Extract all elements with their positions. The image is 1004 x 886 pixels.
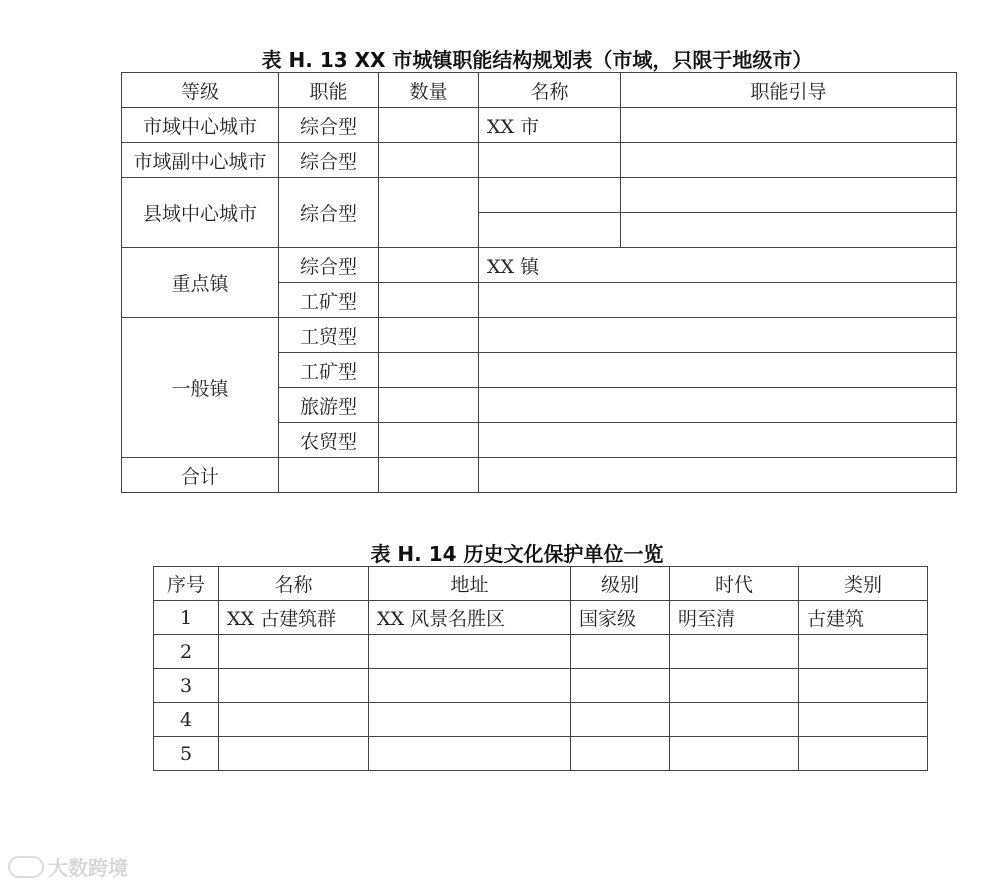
count-cell xyxy=(379,353,479,388)
category-cell: 古建筑 xyxy=(799,601,928,635)
function-cell: 综合型 xyxy=(279,178,379,248)
name-cell: XX 镇 xyxy=(479,248,957,283)
table-row xyxy=(122,458,957,493)
header-cell: 职能引导 xyxy=(621,73,957,108)
header-cell: 时代 xyxy=(670,567,799,601)
category-cell xyxy=(799,635,928,669)
name-cell xyxy=(479,423,957,458)
name-cell xyxy=(479,353,957,388)
header-cell: 名称 xyxy=(479,73,621,108)
count-cell xyxy=(379,143,479,178)
level-cell: 市域副中心城市 xyxy=(122,143,279,178)
table-row xyxy=(154,669,928,703)
count-cell xyxy=(379,108,479,143)
count-cell xyxy=(379,248,479,283)
row-number: 1 xyxy=(154,601,219,635)
row-number: 3 xyxy=(154,669,219,703)
name-cell xyxy=(479,213,621,248)
level-cell: 重点镇 xyxy=(122,248,279,318)
name-cell xyxy=(479,458,957,493)
name-cell: XX 古建筑群 xyxy=(219,601,369,635)
guidance-cell xyxy=(621,178,957,213)
function-cell: 旅游型 xyxy=(279,388,379,423)
address-cell xyxy=(369,737,571,771)
count-cell xyxy=(379,458,479,493)
level-cell: 县域中心城市 xyxy=(122,178,279,248)
name-cell xyxy=(479,178,621,213)
name-cell xyxy=(219,737,369,771)
name-cell xyxy=(219,669,369,703)
function-cell: 综合型 xyxy=(279,248,379,283)
header-cell: 数量 xyxy=(379,73,479,108)
header-cell: 类别 xyxy=(799,567,928,601)
category-cell xyxy=(799,703,928,737)
header-cell: 地址 xyxy=(369,567,571,601)
header-cell: 职能 xyxy=(279,73,379,108)
function-cell: 工矿型 xyxy=(279,283,379,318)
level-cell xyxy=(571,669,670,703)
guidance-cell xyxy=(621,213,957,248)
level-cell: 国家级 xyxy=(571,601,670,635)
guidance-cell xyxy=(621,108,957,143)
address-cell xyxy=(369,635,571,669)
level-cell xyxy=(571,703,670,737)
function-cell xyxy=(279,458,379,493)
function-cell: 工贸型 xyxy=(279,318,379,353)
address-cell xyxy=(369,669,571,703)
header-cell: 序号 xyxy=(154,567,219,601)
level-cell xyxy=(571,737,670,771)
level-cell xyxy=(571,635,670,669)
function-cell: 综合型 xyxy=(279,143,379,178)
watermark-text: 大数跨境 xyxy=(48,856,128,880)
header-cell: 名称 xyxy=(219,567,369,601)
table-row xyxy=(122,318,957,353)
name-cell xyxy=(479,318,957,353)
table-header-row xyxy=(154,567,928,601)
function-cell: 农贸型 xyxy=(279,423,379,458)
name-cell xyxy=(479,283,957,318)
count-cell xyxy=(379,423,479,458)
count-cell xyxy=(379,283,479,318)
guidance-cell xyxy=(621,143,957,178)
watermark xyxy=(8,852,128,881)
table2-title: 表 H. 14 历史文化保护单位一览 xyxy=(370,542,664,566)
cloud-logo-icon xyxy=(8,856,44,878)
table-row xyxy=(154,601,928,635)
level-cell: 市域中心城市 xyxy=(122,108,279,143)
category-cell xyxy=(799,737,928,771)
table1-title: 表 H. 13 XX 市城镇职能结构规划表（市域，只限于地级市） xyxy=(261,48,813,72)
count-cell xyxy=(379,318,479,353)
era-cell xyxy=(670,737,799,771)
table-row xyxy=(154,635,928,669)
table-row xyxy=(154,703,928,737)
level-cell: 合计 xyxy=(122,458,279,493)
table-row xyxy=(122,108,957,143)
level-cell: 一般镇 xyxy=(122,318,279,458)
count-cell xyxy=(379,178,479,248)
count-cell xyxy=(379,388,479,423)
table-row xyxy=(122,178,957,213)
row-number: 2 xyxy=(154,635,219,669)
name-cell xyxy=(219,703,369,737)
era-cell: 明至清 xyxy=(670,601,799,635)
era-cell xyxy=(670,703,799,737)
name-cell xyxy=(479,143,621,178)
name-cell: XX 市 xyxy=(479,108,621,143)
name-cell xyxy=(219,635,369,669)
name-cell xyxy=(479,388,957,423)
category-cell xyxy=(799,669,928,703)
heritage-table xyxy=(153,566,928,771)
function-cell: 综合型 xyxy=(279,108,379,143)
era-cell xyxy=(670,635,799,669)
table-row xyxy=(122,248,957,283)
address-cell xyxy=(369,703,571,737)
table-row xyxy=(122,143,957,178)
header-cell: 级别 xyxy=(571,567,670,601)
table-header-row xyxy=(122,73,957,108)
function-cell: 工矿型 xyxy=(279,353,379,388)
row-number: 4 xyxy=(154,703,219,737)
address-cell: XX 风景名胜区 xyxy=(369,601,571,635)
town-function-table xyxy=(121,72,957,493)
era-cell xyxy=(670,669,799,703)
table-row xyxy=(154,737,928,771)
header-cell: 等级 xyxy=(122,73,279,108)
row-number: 5 xyxy=(154,737,219,771)
